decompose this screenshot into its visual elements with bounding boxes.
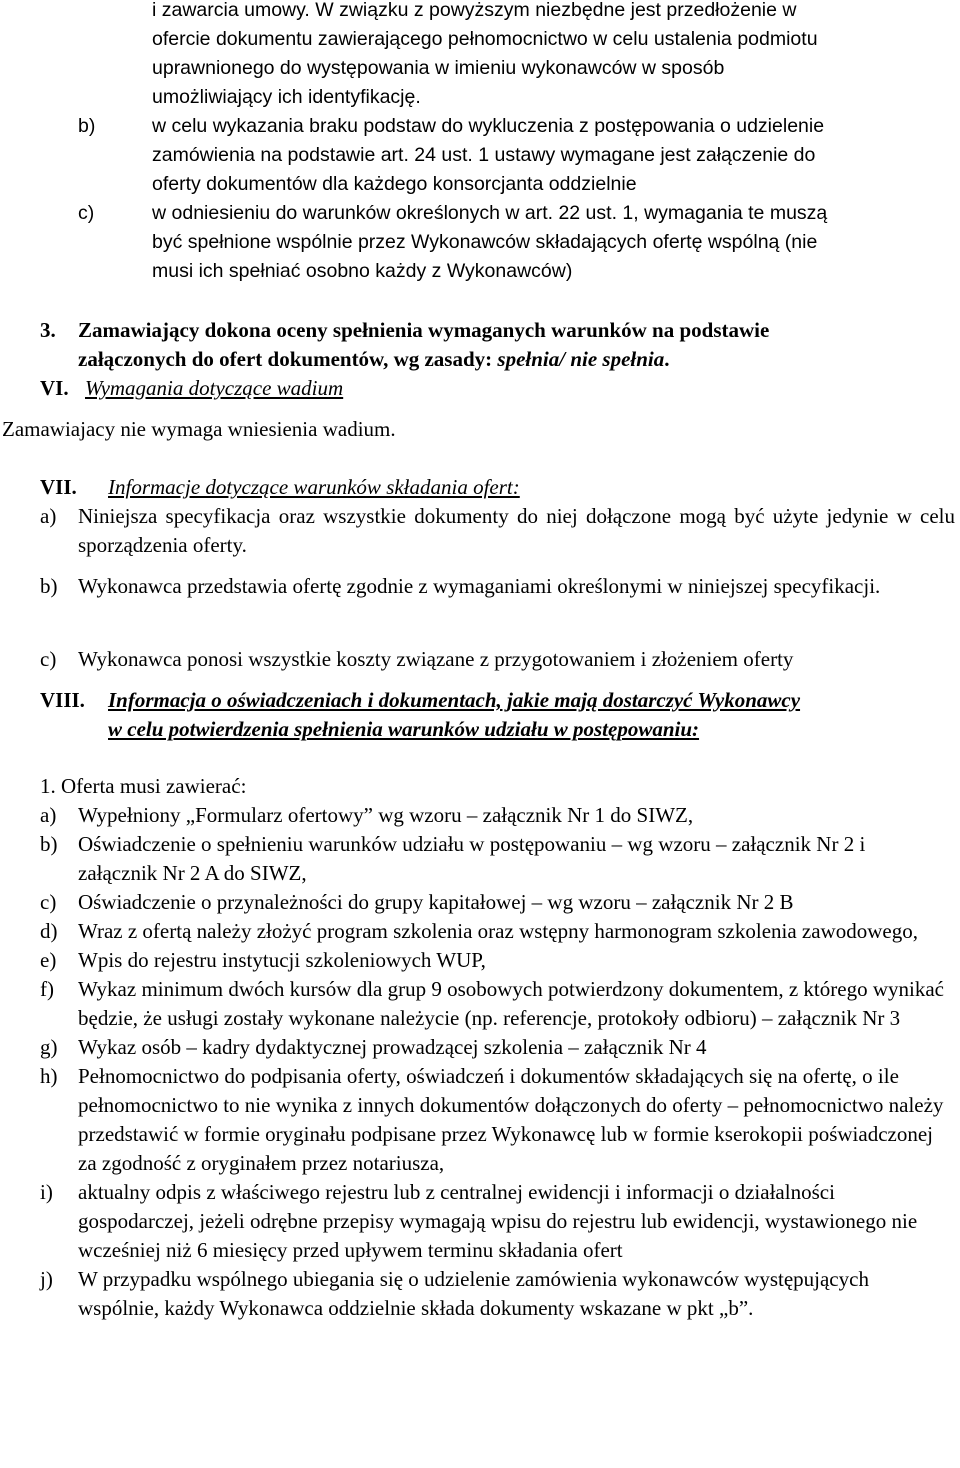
list-item-text: Wypełniony „Formularz ofertowy” wg wzoru – załącznik Nr 1 do SIWZ, — [78, 803, 694, 827]
section-6-body: Zamawiajacy nie wymaga wniesienia wadium. — [2, 417, 396, 441]
list-item-text: Wraz z ofertą należy złożyć program szkolenia oraz wstępny harmonogram szkolenia zawodowego, — [78, 919, 918, 943]
list-item-label: j) — [40, 1267, 53, 1291]
point-3-line — [78, 345, 950, 374]
intro-line: i zawarcia umowy. W związku z powyższym niezbędne jest przedłożenie w — [152, 0, 797, 21]
section-7-item — [40, 502, 955, 560]
list-item — [40, 801, 945, 830]
list-item-label: g) — [40, 1035, 58, 1059]
point-3-line: Zamawiający dokona oceny spełnienia wymaganych warunków na podstawie — [78, 318, 770, 342]
item-c — [78, 199, 948, 286]
list-item — [40, 917, 945, 946]
item-b-line: oferty dokumentów dla każdego konsorcjanta oddzielnie — [152, 173, 637, 195]
point-3-number: 3. — [40, 318, 56, 342]
section-7-item-label: b) — [40, 574, 58, 598]
list-item — [40, 830, 945, 888]
list-item-label: f) — [40, 977, 54, 1001]
list-item-label: e) — [40, 948, 57, 972]
intro-paragraph — [152, 0, 942, 112]
section-8-title-line: Informacja o oświadczeniach i dokumentach, jakie mają dostarczyć Wykonawcy — [108, 688, 801, 712]
list-item — [40, 1265, 945, 1323]
section-7-item-text: Wykonawca przedstawia ofertę zgodnie z wymaganiami określonymi w niniejszej specyfikacji. — [78, 574, 881, 598]
list-item-text: Pełnomocnictwo do podpisania oferty, oświadczeń i dokumentów składających się na ofertę, o ile pełnomocnictwo to nie wynika z innych dokumentów dołączonych do oferty – pełnomocnictwo należy przedstawić w formie oryginału podpisane przez Wykonawcę lub w formie kserokopii poświadczonej za zgodność z oryginałem przez notariusza, — [78, 1064, 944, 1175]
list-item-label: a) — [40, 803, 57, 827]
list-item-label: h) — [40, 1064, 58, 1088]
point-3-period: . — [664, 347, 670, 371]
section-8-intro: 1. Oferta musi zawierać: — [40, 774, 247, 798]
list-item-text: Oświadczenie o spełnieniu warunków udziału w postępowaniu – wg wzoru – załącznik Nr 2 i załącznik Nr 2 A do SIWZ, — [78, 832, 866, 885]
list-item-text: Wykaz minimum dwóch kursów dla grup 9 osobowych potwierdzony dokumentem, z którego wynikać będzie, że usługi zostały wykonane należycie (np. referencje, protokoły odbioru) – załącznik Nr 3 — [78, 977, 944, 1030]
list-item-text: W przypadku wspólnego ubiegania się o udzielenie zamówienia wykonawców występujących wspólnie, każdy Wykonawca oddzielnie składa dokumenty wskazane w pkt „b”. — [78, 1267, 869, 1320]
list-item-text: Wpis do rejestru instytucji szkoleniowych WUP, — [78, 948, 486, 972]
list-item-text: Oświadczenie o przynależności do grupy kapitałowej – wg wzoru – załącznik Nr 2 B — [78, 890, 794, 914]
intro-line: ofercie dokumentu zawierającego pełnomocnictwo w celu ustalenia podmiotu — [152, 28, 818, 50]
point-3-italic: spełnia/ nie spełnia — [497, 347, 665, 371]
section-7-item-label: a) — [40, 504, 57, 528]
item-b-line: w celu wykazania braku podstaw do wykluczenia z postępowania o udzielenie — [152, 115, 825, 137]
section-7-item-text: Wykonawca ponosi wszystkie koszty związane z przygotowaniem i złożeniem oferty — [78, 647, 794, 671]
item-c-line: w odniesieniu do warunków określonych w art. 22 ust. 1, wymagania te muszą — [152, 202, 828, 224]
list-item — [40, 946, 945, 975]
intro-line: umożliwiający ich identyfikację. — [152, 86, 421, 108]
list-item-text: aktualny odpis z właściwego rejestru lub z centralnej ewidencji i informacji o działalności gospodarczej, jeżeli odrębne przepisy wymagają wpisu do rejestru lub ewidencji, wystawionego nie wcześniej niż 6 miesięcy przed upływem terminu składania ofert — [78, 1180, 918, 1262]
section-6-number: VI. — [40, 376, 69, 400]
section-7-heading — [40, 473, 950, 502]
section-8-number: VIII. — [40, 688, 85, 712]
list-item-label: i) — [40, 1180, 53, 1204]
item-b-line: zamówienia na podstawie art. 24 ust. 1 ustawy wymagane jest załączenie do — [152, 144, 816, 166]
point-3-text: załączonych do ofert dokumentów, wg zasady: — [78, 347, 498, 371]
item-b-label: b) — [78, 115, 96, 137]
list-item-label: d) — [40, 919, 58, 943]
section-7-item — [40, 645, 955, 674]
intro-line: uprawnionego do występowania w imieniu wykonawców w sposób — [152, 57, 725, 79]
section-8-title-line: w celu potwierdzenia spełnienia warunków udziału w postępowaniu: — [108, 717, 700, 741]
list-item — [40, 1178, 945, 1265]
list-item-label: c) — [40, 890, 57, 914]
section-6-heading — [40, 374, 950, 403]
section-7-item — [40, 572, 955, 601]
item-c-line: być spełnione wspólnie przez Wykonawców składających ofertę wspólną (nie — [152, 231, 818, 253]
item-c-line: musi ich spełniać osobno każdy z Wykonawców) — [152, 260, 573, 282]
section-7-number: VII. — [40, 475, 77, 499]
section-7-item-text: Niniejsza specyfikacja oraz wszystkie dokumenty do niej dołączone mogą być użyte jedynie w celu sporządzenia oferty. — [78, 504, 955, 557]
list-item — [40, 1062, 945, 1178]
list-item-text: Wykaz osób – kadry dydaktycznej prowadzącej szkolenia – załącznik Nr 4 — [78, 1035, 707, 1059]
section-6-title: Wymagania dotyczące wadium — [85, 376, 344, 400]
item-c-label: c) — [78, 202, 95, 224]
point-3 — [40, 316, 950, 374]
list-item-label: b) — [40, 832, 58, 856]
item-b — [78, 112, 948, 199]
list-item — [40, 1033, 945, 1062]
section-7-title: Informacje dotyczące warunków składania ofert: — [108, 475, 520, 499]
section-8-heading — [40, 686, 960, 744]
section-8-list — [40, 801, 945, 1323]
list-item — [40, 888, 945, 917]
list-item — [40, 975, 945, 1033]
section-7-item-label: c) — [40, 647, 57, 671]
